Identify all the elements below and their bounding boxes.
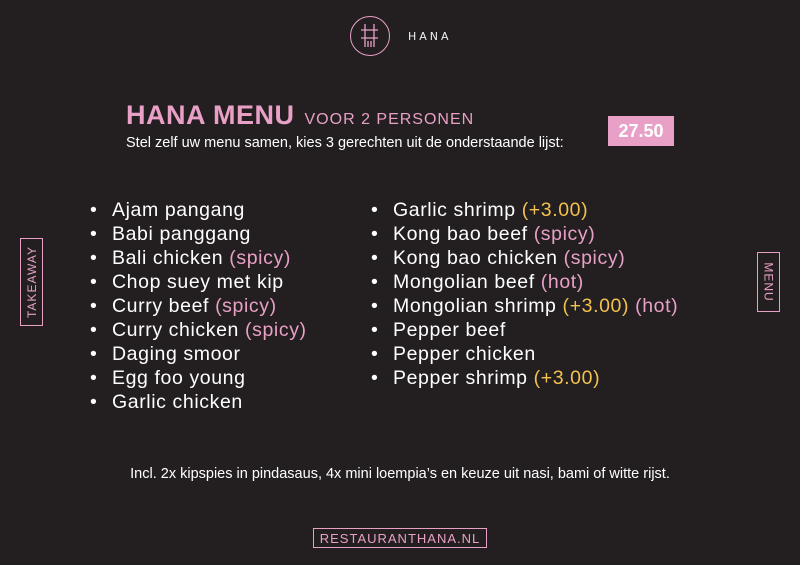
menu-item [90,198,307,222]
brand-name: HANA [408,29,452,43]
menu-item [371,318,678,342]
menu-item [90,318,307,342]
menu-item-name: Daging smoor [112,343,241,365]
menu-item-name: Curry chicken [112,319,239,341]
menu-item-tag: (spicy) [229,247,291,269]
menu-item [371,366,678,390]
menu-item-name: Ajam pangang [112,199,245,221]
menu-item [90,222,307,246]
menu-item-supplement: (+3.00) [521,199,589,221]
menu-item-name: Pepper shrimp [393,367,528,389]
included-items-note: Incl. 2x kipspies in pindasaus, 4x mini loempia’s en keuze uit nasi, bami of witte rijst. [130,466,670,482]
menu-item-tag: (hot) [635,295,679,317]
menu-item [371,294,678,318]
menu-item-name: Pepper beef [393,319,506,341]
menu-item-name: Curry beef [112,295,210,317]
menu-item [90,342,307,366]
menu-item-tag: (spicy) [245,319,307,341]
menu-item-supplement: (+3.00) [533,367,601,389]
menu-item [90,246,307,270]
menu-title: HANA MENU [126,100,295,130]
menu-title-row [126,100,474,131]
menu-side-label [757,252,780,312]
website-link[interactable]: RESTAURANTHANA.NL [313,528,487,548]
menu-item-supplement: (+3.00) [562,295,630,317]
menu-item-name: Pepper chicken [393,343,536,365]
menu-item [371,198,678,222]
menu-list-right [371,198,678,390]
menu-item [371,222,678,246]
price-badge: 27.50 [608,116,674,146]
menu-item-tag: (spicy) [563,247,626,269]
menu-item [90,270,307,294]
menu-item-name: Egg foo young [112,367,246,389]
menu-list-left [90,198,307,414]
menu-item-name: Garlic chicken [112,391,243,413]
menu-item-name: Kong bao chicken [393,247,558,269]
menu-item-name: Chop suey met kip [112,271,284,293]
menu-item-tag: (spicy) [215,295,277,317]
menu-item-name: Garlic shrimp [393,199,516,221]
menu-item [371,246,678,270]
menu-item [371,270,678,294]
takeaway-label [20,238,43,326]
menu-item-name: Mongolian shrimp [393,295,557,317]
menu-item-tag: (spicy) [533,223,596,245]
menu-item-name: Kong bao beef [393,223,528,245]
takeaway-label-text: TAKEAWAY [24,245,39,319]
menu-subtitle: VOOR 2 PERSONEN [304,111,475,128]
menu-side-label-text: MENU [761,262,776,302]
menu-item [371,342,678,366]
menu-item-name: Bali chicken [112,247,224,269]
hana-logo-icon [350,16,390,56]
menu-item-name: Babi panggang [112,223,252,245]
menu-item-name: Mongolian beef [393,271,535,293]
menu-item [90,390,307,414]
menu-item [90,366,307,390]
brand-logo [350,16,452,56]
menu-item [90,294,307,318]
menu-item-tag: (hot) [540,271,584,293]
menu-instruction: Stel zelf uw menu samen, kies 3 gerechten uit de onderstaande lijst: [126,135,564,151]
